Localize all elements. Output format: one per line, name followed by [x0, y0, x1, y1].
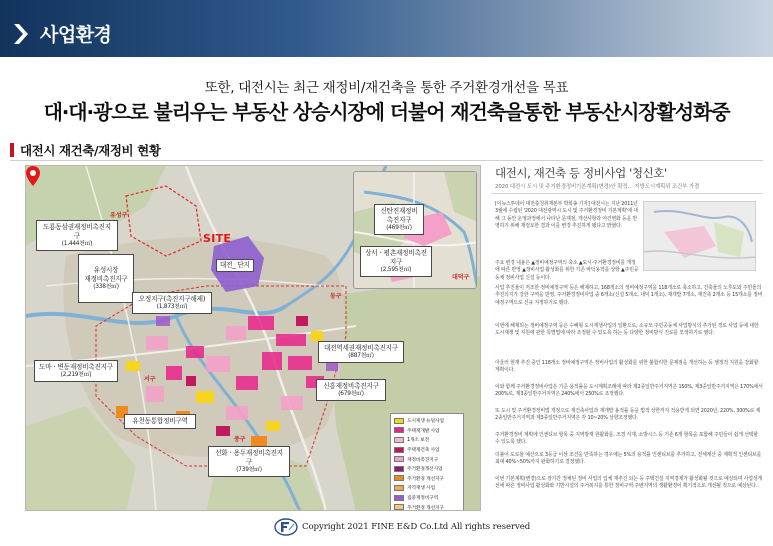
header-title: 사업환경	[40, 24, 112, 46]
label-name: 오정지구(촉진지구해제)	[138, 295, 206, 303]
article-divider	[491, 193, 763, 194]
chevron-icon	[14, 24, 28, 44]
section-title: 대전시 재건축/재정비 현황	[20, 143, 161, 158]
district-seo: 서구	[144, 376, 156, 383]
article-paragraph: 주거환경정비 계획에 인센티브 항목 중 지역방재 원활화를, 조경 식재, 소방시스 등 기존 6개 항목을 포함해 주민들이 쉽게 선택할 수 있도록 했다.	[495, 432, 758, 446]
legend-item	[394, 445, 460, 455]
label-area: (2,595천㎡)	[380, 267, 412, 273]
legend-label: 주거환경 개선지구	[407, 505, 444, 511]
legend-swatch	[394, 418, 404, 424]
label-name: 신탄진재정비촉진지구	[380, 207, 418, 224]
label-area: (887천㎡)	[348, 353, 374, 359]
map-legend	[390, 413, 464, 511]
legend-item	[394, 483, 460, 493]
headline: 대·대·광으로 불리우는 부동산 상승시장에 더불어 재건축을통한 부동산시장활성화중	[43, 100, 730, 124]
news-article	[485, 165, 768, 511]
district-yuseong: 유성구	[110, 212, 128, 219]
legend-item	[394, 493, 460, 503]
label-area: (739천㎡)	[236, 467, 262, 473]
section-divider	[10, 160, 763, 161]
label-name: 도마ㆍ변동재정비촉진지구	[38, 363, 114, 371]
legend-item	[394, 464, 460, 474]
legend-item	[394, 474, 460, 484]
label-ojeong	[132, 292, 212, 314]
article-photo-image	[644, 202, 756, 271]
label-area: (679천㎡)	[338, 391, 364, 397]
legend-swatch	[394, 466, 404, 472]
district-daedeok: 대덕구	[452, 274, 470, 281]
legend-swatch	[394, 485, 404, 491]
article-paragraph: 더불어 도로율 예산으로 3등급 이상 조건을 만족하는 경우에는 5%의 용적률 인센티브를 추가하고, 전체계산 중 계획적 인센티브를 최대 40%~50%까지 완화하기로 결정했다.	[495, 452, 762, 466]
legend-label: 재정비촉진지구	[407, 457, 439, 463]
article-photo	[643, 201, 756, 271]
label-yucheon	[124, 414, 196, 429]
inset-map	[353, 171, 477, 289]
label-daejeon-station	[318, 341, 404, 363]
legend-label: 주거환경 개선지구	[407, 476, 444, 482]
site-name-label: 대전_ 단지	[216, 259, 254, 272]
legend-swatch	[394, 495, 404, 501]
legend-label: 지역재생 사업	[407, 486, 435, 492]
legend-item	[394, 502, 460, 511]
subtitle: 또한, 대전시는 최근 재정비/재건축을 통한 주거환경개선을 목표	[204, 80, 569, 96]
legend-label: 주거환경개선사업	[407, 467, 443, 473]
label-name: 상서ㆍ평촌재정비촉진지구	[365, 249, 427, 266]
redevelopment-map	[25, 165, 481, 511]
legend-swatch	[394, 456, 404, 462]
legend-item	[394, 426, 460, 436]
article-paragraph: 아울러 현재 추진 중인 118개소 정비예정구역은 정비사업의 활성화를 위한 불합리한 문제점을 개선하는 등 행정적 지원을 강화할 계획이다.	[495, 360, 759, 374]
header-bar	[0, 0, 773, 57]
legend-swatch	[394, 427, 404, 433]
label-yuseong-market	[78, 254, 134, 303]
legend-label: 도시재생 뉴딜사업	[407, 419, 444, 425]
label-doryong	[36, 220, 118, 251]
legend-item	[394, 416, 460, 426]
legend-swatch	[394, 475, 404, 481]
label-area: (338천㎡)	[93, 284, 119, 290]
article-paragraph: [이뉴스투데이 대전충청취재본부 박희송 기자] 대전시는 지난 2011년 3월에 수립된 '2020 대전광역시 도시 및 주거환경정비 기본계획'에 대해 그 동안 운영과정에서 나타난 문제점, 개선사항과 여건변화 등을 반영하기 위해 재검토한 결과 이를 변경 추진하게 됐다고 밝혔다.	[495, 201, 638, 230]
legend-label: 집중재정비구역	[407, 496, 439, 502]
legend-item	[394, 435, 460, 445]
article-paragraph: 이번 기본계획(변경)으로 장기간 정체된 정비 사업의 입체 재추진 되는 등 주택건설 지역경제가 활성화될 것으로 예상되며 사업성개선에 따른 정비사업 활성화와 기반시설의 주거복지를 통한 정비구역·주변지역의 생활환경이 획기적으로 개선될 것으로 예상된다.	[495, 476, 763, 490]
article-paragraph: 이와 함께 주거환경정비사업은 기준 용적률을 도시계획조례에 따라 제2종일반주거지역은 150%, 제3종일반주거지역은 170%에서 200%로, 제3종일반주거지역은 240%에서 250%로 조정했다.	[495, 384, 763, 398]
legend-swatch	[394, 437, 404, 443]
label-sinheung	[316, 379, 386, 401]
label-sintanjin	[374, 204, 424, 235]
label-name: 대전역세권재정비촉진지구	[323, 344, 399, 352]
copyright-text: Copyright 2021 FINE E&D Co.Ltd All rights reserved	[302, 522, 531, 532]
label-seonhwa-yongdu	[208, 446, 290, 477]
company-logo-icon	[274, 518, 298, 536]
label-doma-byeon	[34, 360, 118, 382]
district-dong: 동구	[330, 293, 342, 300]
label-name: 유성시장 재정비촉진지구	[84, 266, 128, 283]
label-area: (2,219천㎡)	[60, 372, 92, 378]
legend-swatch	[394, 447, 404, 453]
article-subtitle: 2020 대전시 도시 및 주거환경정비기본계획(변경)안 확정… 지방도시계획위 조건부 가결	[495, 184, 700, 190]
legend-label: 주택재개발 사업	[407, 428, 440, 434]
section-marker	[10, 143, 14, 157]
label-sangseo-pyeongchon	[360, 246, 432, 277]
legend-item	[394, 454, 460, 464]
label-name: 선화ㆍ용두재정비촉진지구	[215, 449, 283, 466]
article-title: 대전시, 재건축 등 정비사업 '청신호'	[495, 166, 667, 180]
article-paragraph: 사업 추진율이 저조한 정비예정구역 등은 해제하고, 168개소의 정비예정구역을 118개소로 축소하고, 건축물의 노후도와 주민들의 추진의지가 강한 구역을 반영, 주거환경정비사업 중 6개소(신설 5개소, 대덕 1개소), 재개발 7개소, 재건축 2개소 등 15개소를 정비예정구역으로 신규 지정하기로 했다.	[495, 285, 763, 306]
article-paragraph: 이번에 해제되는 정비예정구역 등은 수혜형 도시재생사업의 일환으로, 소규모 주민공동체 사업방식의 추가된 경로 사업 등에 대한 도시재생 및 지원에 관한 특별법에 따라 조정할 수 있도록 하는 등 다양한 정비방식 진로를 모색하기로 했다.	[495, 323, 759, 337]
article-paragraph: 주요 변경 내용은 ▲정비예정구역의 축소 ▲도시·주거환경정비를 개정에 따른 반영 ▲정비사업 활성화를 위한 기존 바닥용적을 상향 ▲주민공동체 정비사업 신설 등이다.	[495, 260, 639, 281]
label-name: 도룡동삼권재정비촉진지구	[43, 223, 111, 240]
label-name: 신흥재정비촉진지구	[323, 382, 379, 390]
label-area: (1,444천㎡)	[61, 241, 93, 247]
district-jung: 중구	[234, 436, 246, 443]
article-paragraph: 또 도시 및 주거환경정비법 개정으로 재건축사업과 재개발 용적률 등을 법적 상한까지 적용받게 되면 2020년, 220%, 300%로 제2종일반주거지역과 제3종일반주거지역은 각 10~20% 상향조정했다.	[495, 408, 761, 422]
legend-label: 주택재건축 사업	[407, 448, 440, 454]
label-area: (469천㎡)	[386, 225, 412, 231]
location-pin-icon	[26, 166, 40, 186]
site-label: SITE	[203, 232, 232, 245]
label-name: 유천동통합정비구역	[132, 417, 188, 425]
label-area: (1,873천㎡)	[156, 304, 188, 310]
legend-swatch	[394, 504, 404, 510]
legend-label: 1개소 보전	[407, 438, 429, 444]
